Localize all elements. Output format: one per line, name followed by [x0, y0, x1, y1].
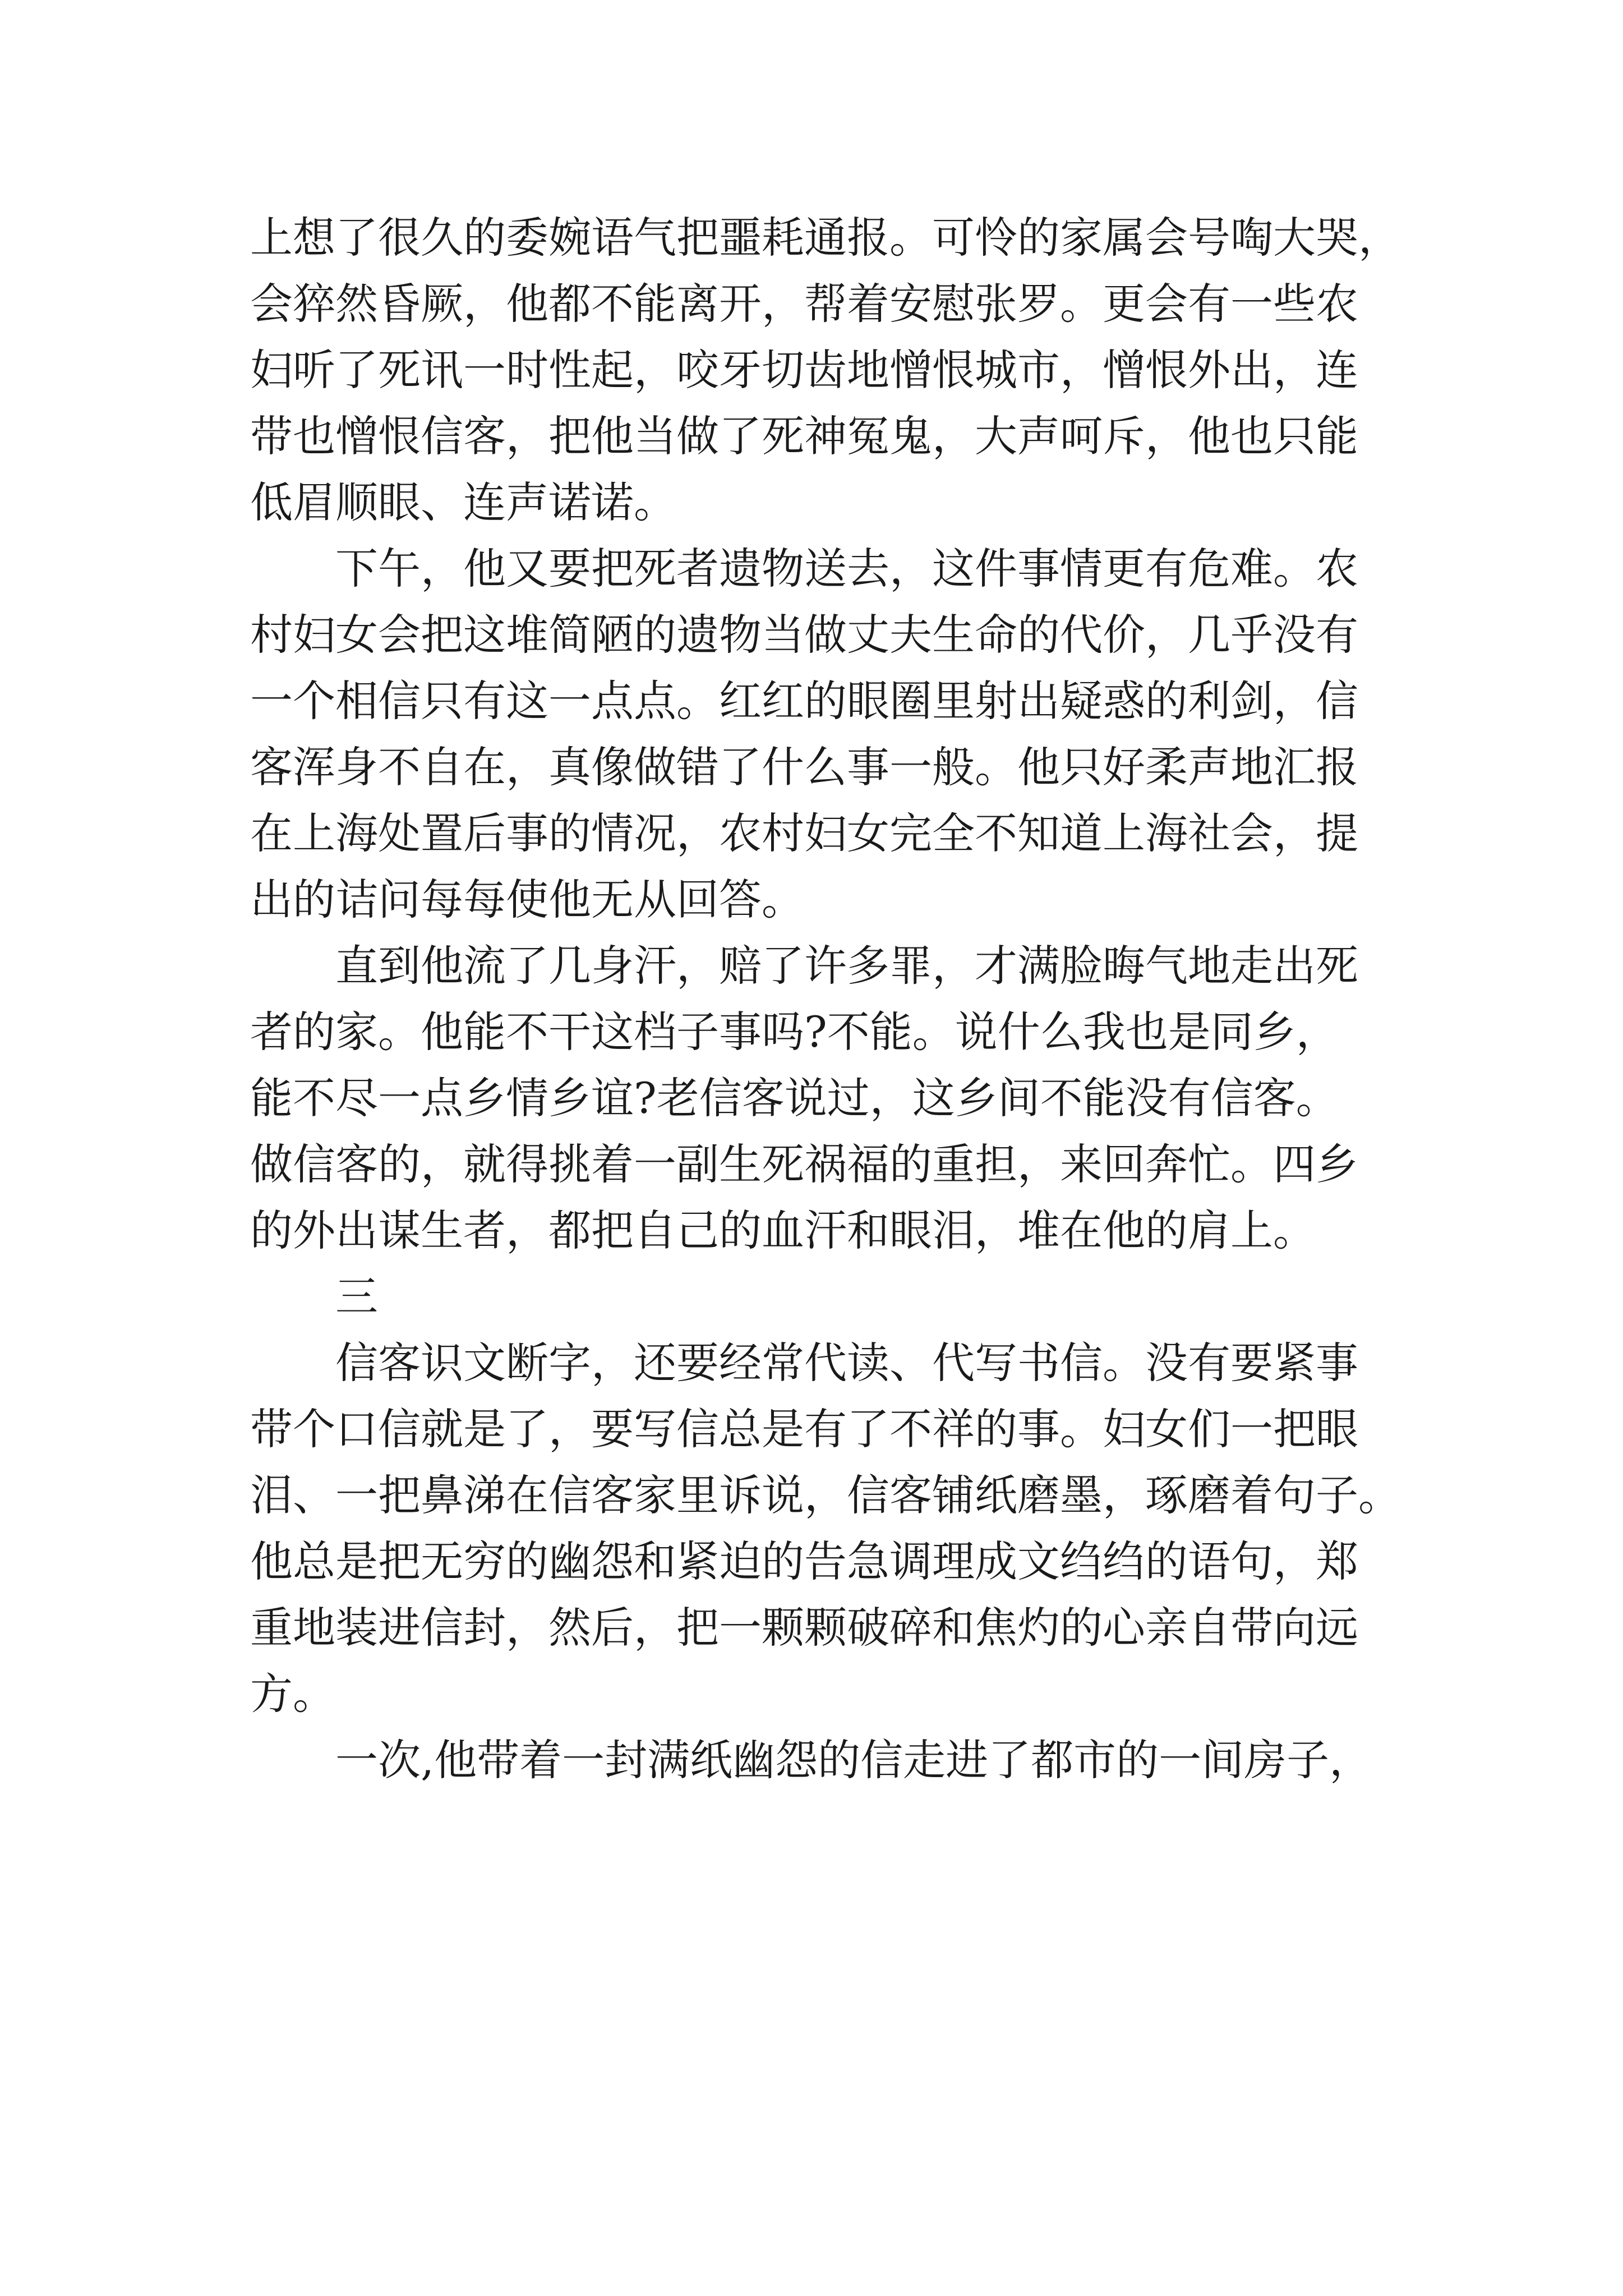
- text-line: 泪、一把鼻涕在信客家里诉说，信客铺纸磨墨，琢磨着句子。: [250, 1470, 1401, 1520]
- text-line: 低眉顺眼、连声诺诺。: [250, 477, 676, 527]
- text-line: 的外出谋生者，都把自己的血汗和眼泪，堆在他的肩上。: [250, 1205, 1316, 1255]
- text-line: 方。: [250, 1669, 335, 1719]
- text-line: 会猝然昏厥，他都不能离开，帮着安慰张罗。更会有一些农: [250, 279, 1358, 329]
- text-line: 一个相信只有这一点点。红红的眼圈里射出疑惑的利剑，信: [250, 676, 1358, 726]
- text-line: 重地装进信封，然后，把一颗颗破碎和焦灼的心亲自带向远: [250, 1603, 1358, 1653]
- text-line: 客浑身不自在，真像做错了什么事一般。他只好柔声地汇报: [250, 742, 1358, 792]
- paragraph-first-line: 下午，他又要把死者遗物送去，这件事情更有危难。农: [335, 544, 1358, 593]
- text-line: 出的诘问每每使他无从回答。: [250, 875, 804, 924]
- text-line: 上想了很久的委婉语气把噩耗通报。可怜的家属会号啕大哭，: [250, 213, 1401, 263]
- text-line: 带个口信就是了，要写信总是有了不祥的事。妇女们一把眼: [250, 1404, 1358, 1454]
- text-line: 妇听了死讯一时性起，咬牙切齿地憎恨城市，憎恨外出，连: [250, 345, 1358, 395]
- paragraph-first-line: 直到他流了几身汗，赔了许多罪，才满脸晦气地走出死: [335, 941, 1358, 991]
- text-line: 村妇女会把这堆简陋的遗物当做丈夫生命的代价，几乎没有: [250, 610, 1358, 660]
- section-heading: 三: [335, 1272, 378, 1322]
- paragraph-first-line: 一次,他带着一封满纸幽怨的信走进了都市的一间房子，: [335, 1735, 1372, 1785]
- text-line: 带也憎恨信客，把他当做了死神冤鬼，大声呵斥，他也只能: [250, 411, 1358, 461]
- text-line: 他总是把无穷的幽怨和紧迫的告急调理成文绉绉的语句，郑: [250, 1536, 1358, 1586]
- document-body: [250, 205, 1422, 1793]
- text-line: 者的家。他能不干这档子事吗?不能。说什么我也是同乡，: [250, 1007, 1339, 1057]
- text-line: 做信客的，就得挑着一副生死祸福的重担，来回奔忙。四乡: [250, 1139, 1358, 1189]
- text-line: 在上海处置后事的情况，农村妇女完全不知道上海社会，提: [250, 808, 1358, 858]
- paragraph-first-line: 信客识文断字，还要经常代读、代写书信。没有要紧事: [335, 1338, 1358, 1388]
- text-line: 能不尽一点乡情乡谊?老信客说过，这乡间不能没有信客。: [250, 1073, 1339, 1123]
